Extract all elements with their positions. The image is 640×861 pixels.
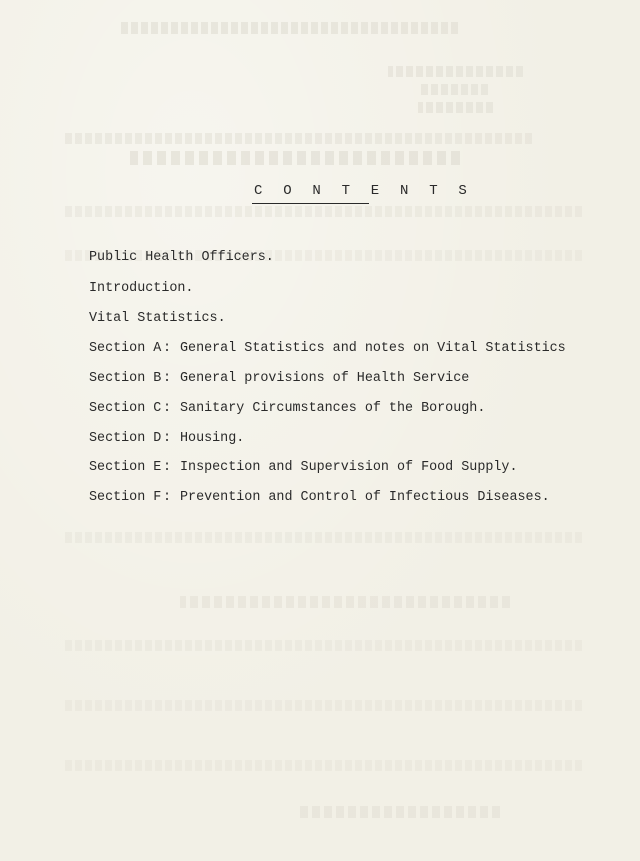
section-title: Sanitary Circumstances of the Borough.: [180, 401, 486, 416]
section-label: Section D: [89, 431, 162, 446]
contents-entry: Introduction.: [89, 281, 194, 296]
section-title: General provisions of Health Service: [180, 371, 470, 386]
section-separator: :: [163, 401, 172, 416]
heading-underline: [252, 203, 369, 204]
show-through-text: [62, 760, 582, 771]
section-title: Prevention and Control of Infectious Diseases.: [180, 490, 550, 505]
show-through-text: [130, 151, 460, 165]
section-label: Section C: [89, 401, 162, 416]
section-row: [0, 490, 640, 506]
section-title: Housing.: [180, 431, 245, 446]
show-through-text: [300, 806, 500, 818]
show-through-text: [62, 133, 532, 144]
section-separator: :: [163, 460, 172, 475]
section-separator: :: [163, 371, 172, 386]
section-label: Section E: [89, 460, 162, 475]
section-row: [0, 460, 640, 476]
contents-heading: C O N T E N T S: [254, 183, 474, 199]
section-row: [0, 401, 640, 417]
section-row: [0, 431, 640, 447]
section-title: Inspection and Supervision of Food Supply.: [180, 460, 518, 475]
section-separator: :: [163, 431, 172, 446]
section-label: Section F: [89, 490, 162, 505]
section-separator: :: [163, 490, 172, 505]
show-through-text: [180, 596, 510, 608]
show-through-text: [62, 640, 582, 651]
show-through-text: [62, 532, 582, 543]
show-through-text: [118, 22, 458, 34]
section-separator: :: [163, 341, 172, 356]
contents-entry: Vital Statistics.: [89, 311, 226, 326]
section-row: [0, 341, 640, 357]
show-through-text: [62, 206, 582, 217]
section-label: Section A: [89, 341, 162, 356]
section-title: General Statistics and notes on Vital Statistics: [180, 341, 566, 356]
section-row: [0, 371, 640, 387]
show-through-text: [418, 84, 488, 95]
show-through-text: [418, 102, 493, 113]
section-label: Section B: [89, 371, 162, 386]
show-through-text: [62, 700, 582, 711]
contents-entry: Public Health Officers.: [89, 250, 274, 265]
show-through-text: [388, 66, 523, 77]
